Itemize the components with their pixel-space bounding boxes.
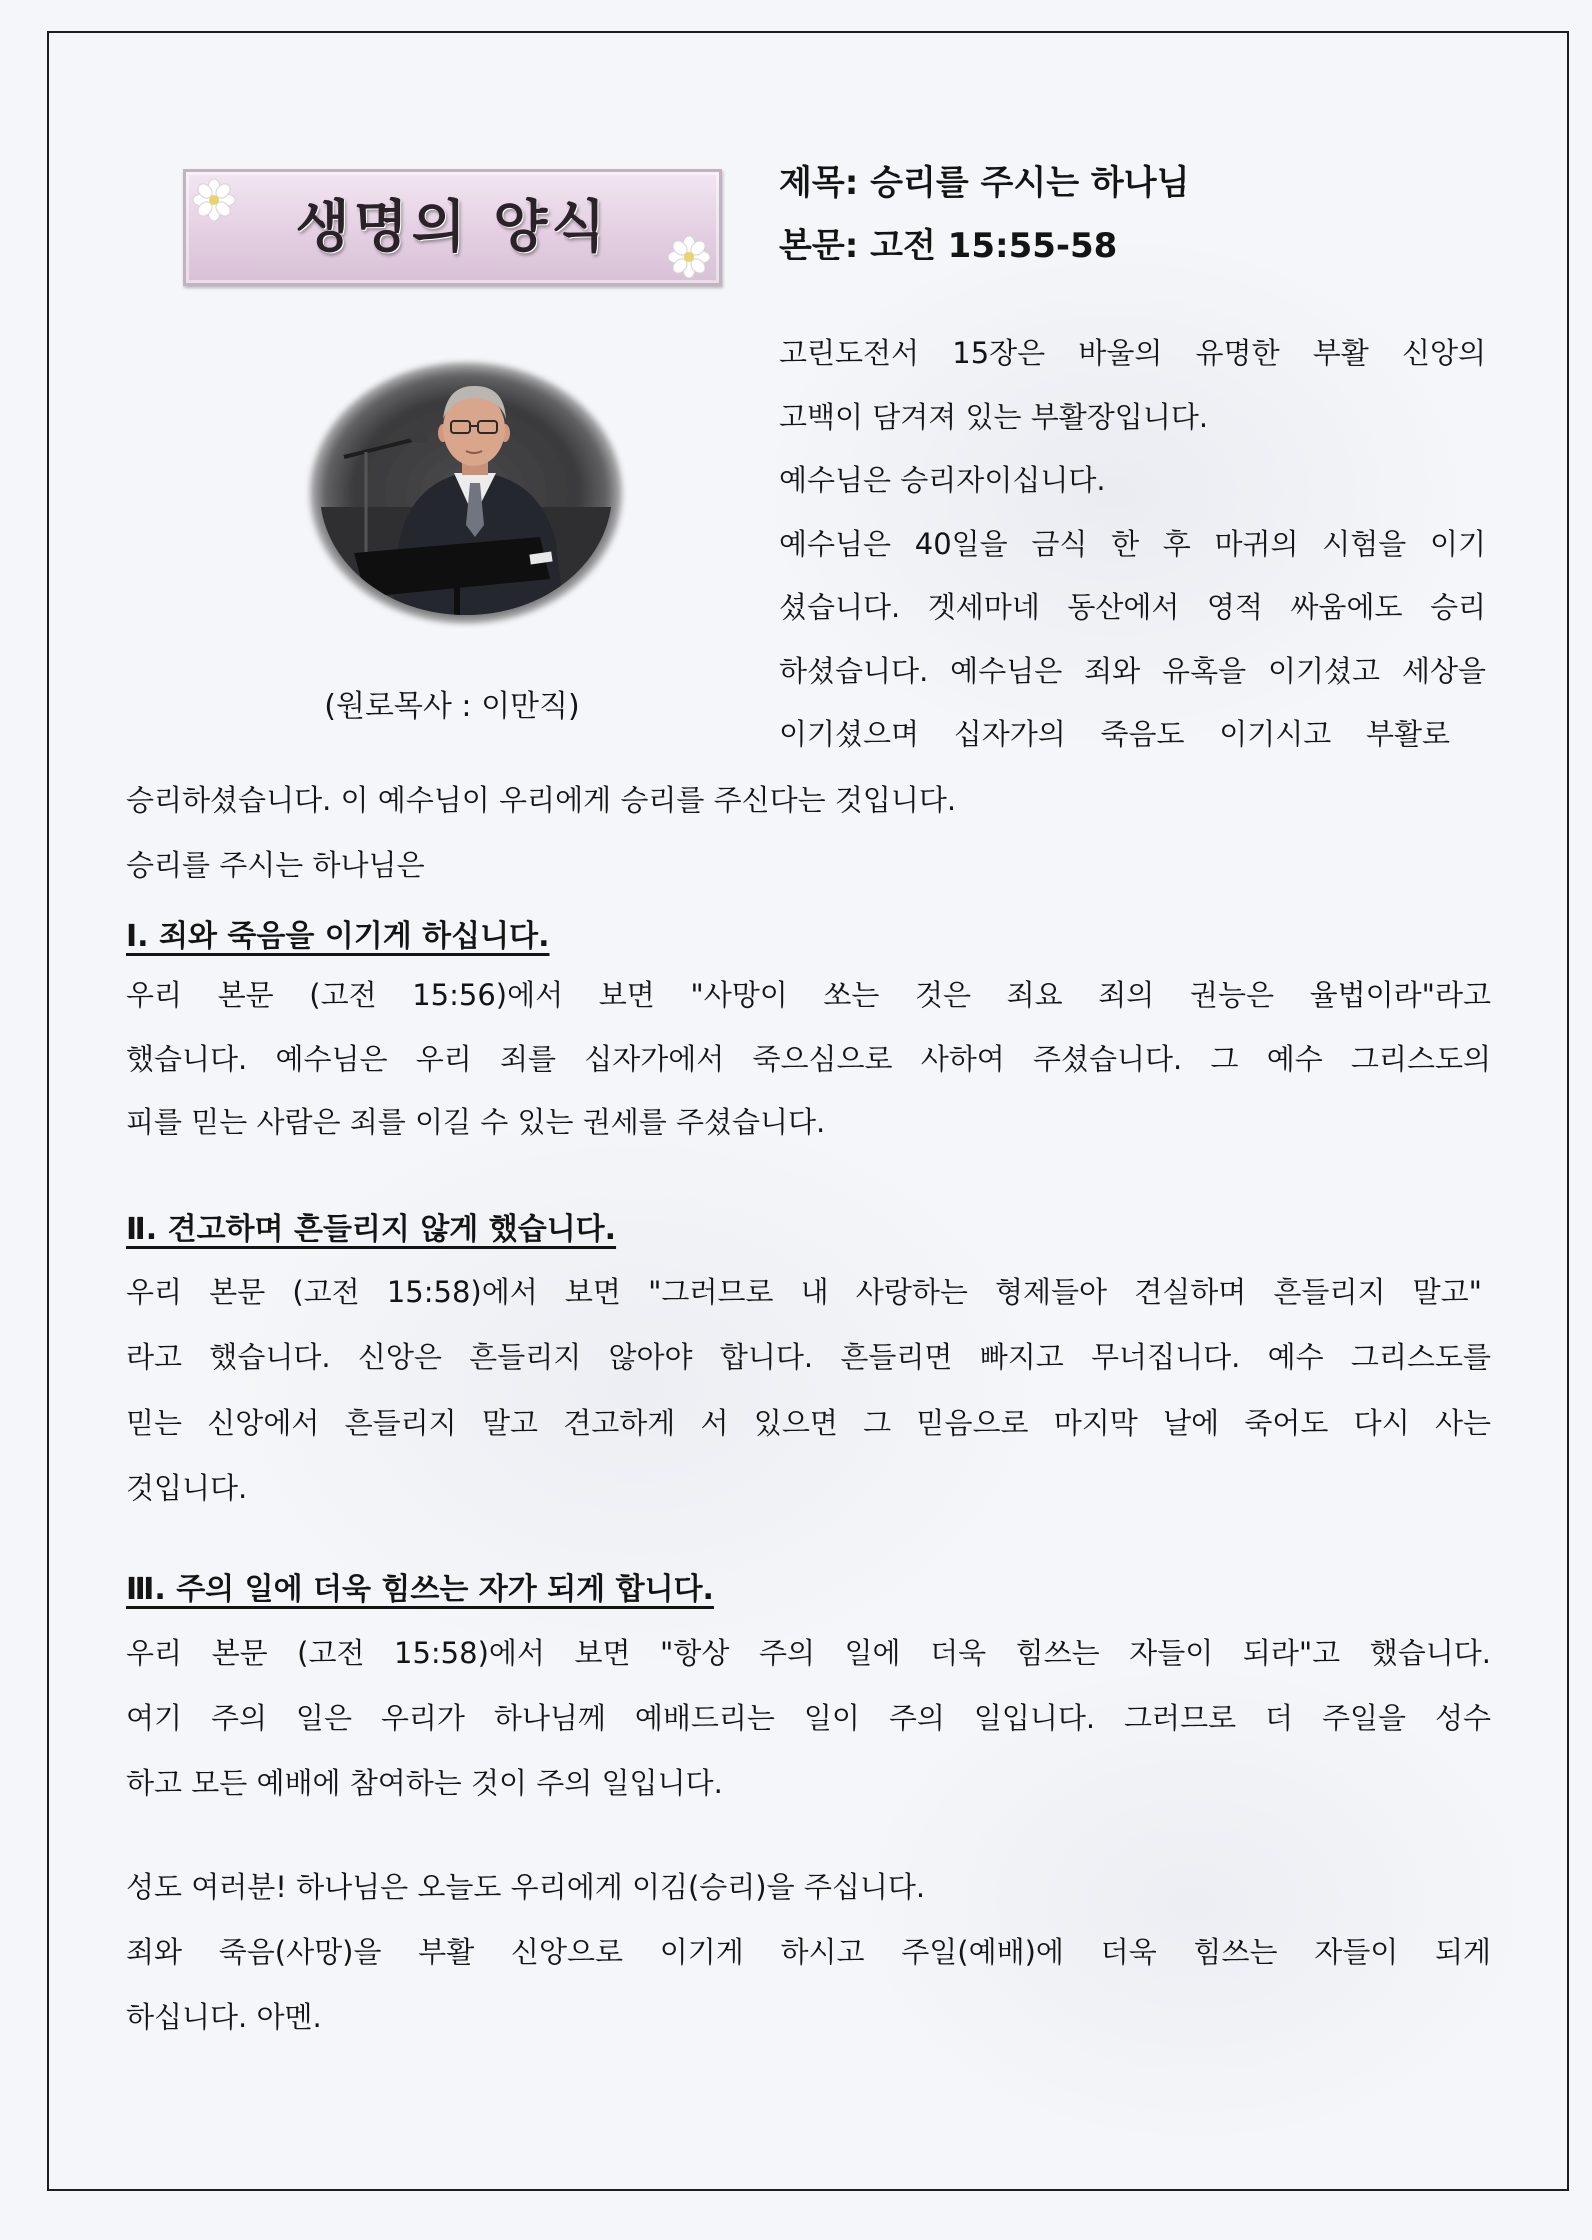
body-line: 성도 여러분! 하나님은 오늘도 우리에게 이김(승리)을 주십니다. — [126, 1870, 926, 1904]
passage-value: 고전 15:55-58 — [870, 226, 1118, 266]
section-heading: Ⅲ. 주의 일에 더욱 힘쓰는 자가 되게 합니다. — [126, 1572, 714, 1607]
body-line: 것입니다. — [126, 1470, 248, 1505]
body-line: 우리 본문 (고전 15:56)에서 보면 "사망이 쏘는 것은 죄요 죄의 권능은 율법이라"라고 — [126, 978, 1491, 1012]
sermon-subject — [779, 158, 1189, 208]
body-line: 고린도전서 15장은 바울의 유명한 부활 신앙의 — [779, 336, 1486, 370]
body-line: 예수님은 승리자이십니다. — [779, 463, 1106, 497]
body-line: 우리 본문 (고전 15:58)에서 보면 "그러므로 내 사랑하는 형제들아 견실하며 흔들리지 말고" — [126, 1275, 1482, 1309]
body-line: 고백이 담겨져 있는 부활장입니다. — [779, 399, 1209, 434]
body-line: 믿는 신앙에서 흔들리지 말고 견고하게 서 있으면 그 믿음으로 마지막 날에 죽어도 다시 사는 — [126, 1405, 1491, 1440]
body-line: 하고 모든 예배에 참여하는 것이 주의 일입니다. — [126, 1766, 723, 1800]
body-line: 피를 믿는 사람은 죄를 이길 수 있는 권세를 주셨습니다. — [126, 1105, 826, 1139]
page-title: 생명의 양식 — [295, 195, 610, 260]
body-line: 했습니다. 예수님은 우리 죄를 십자가에서 죽으심으로 사하여 주셨습니다. 그 예수 그리스도의 — [126, 1041, 1491, 1076]
flower-icon — [192, 178, 236, 222]
subject-label: 제목: — [779, 163, 859, 203]
photo-caption: (원로목사 : 이만직) — [324, 689, 580, 724]
section-3-heading — [126, 1557, 1491, 1621]
sermon-passage — [779, 221, 1117, 271]
subject-value: 승리를 주시는 하나님 — [870, 163, 1190, 203]
intro-column — [779, 322, 1486, 767]
title-box — [183, 169, 722, 286]
body-line: 승리하셨습니다. 이 예수님이 우리에게 승리를 주신다는 것입니다. — [126, 783, 957, 817]
section-3-body — [126, 1621, 1491, 1816]
body-line: 죄와 죽음(사망)을 부활 신앙으로 이기게 하시고 주일(예배)에 더욱 힘쓰는 자들이 되게 — [126, 1935, 1491, 1969]
body-line: 여기 주의 일은 우리가 하나님께 예배드리는 일이 주의 일입니다. 그러므로 더 주일을 성수 — [126, 1701, 1491, 1735]
body-line: 예수님은 40일을 금식 한 후 마귀의 시험을 이기 — [779, 526, 1486, 561]
body-line: 하십니다. 아멘. — [126, 2000, 322, 2034]
body-line: 승리를 주시는 하나님은 — [126, 848, 425, 882]
pastor-photo — [304, 357, 629, 629]
closing — [126, 1855, 1491, 2050]
passage-label: 본문: — [779, 226, 859, 266]
section-heading: Ⅱ. 견고하며 흔들리지 않게 했습니다. — [126, 1212, 617, 1247]
section-heading: Ⅰ. 죄와 죽음을 이기게 하십니다. — [126, 919, 550, 954]
section-1-body — [126, 964, 1491, 1155]
body-line: 라고 했습니다. 신앙은 흔들리지 않아야 합니다. 흔들리면 빠지고 무너집니다. 예수 그리스도를 — [126, 1340, 1491, 1375]
section-2-heading — [126, 1197, 1491, 1261]
section-2-body — [126, 1260, 1491, 1521]
body-line: 우리 본문 (고전 15:58)에서 보면 "항상 주의 일에 더욱 힘쓰는 자들이 되라"고 했습니다. — [126, 1636, 1491, 1670]
body-line: 하셨습니다. 예수님은 죄와 유혹을 이기셨고 세상을 — [779, 653, 1486, 688]
body-line: 셨습니다. 겟세마네 동산에서 영적 싸움에도 승리 — [779, 590, 1486, 624]
intro-continued — [126, 768, 1491, 898]
section-1-heading — [126, 904, 1491, 968]
flower-icon — [667, 235, 711, 279]
body-line: 이기셨으며 십자가의 죽음도 이기시고 부활로 — [779, 717, 1450, 751]
